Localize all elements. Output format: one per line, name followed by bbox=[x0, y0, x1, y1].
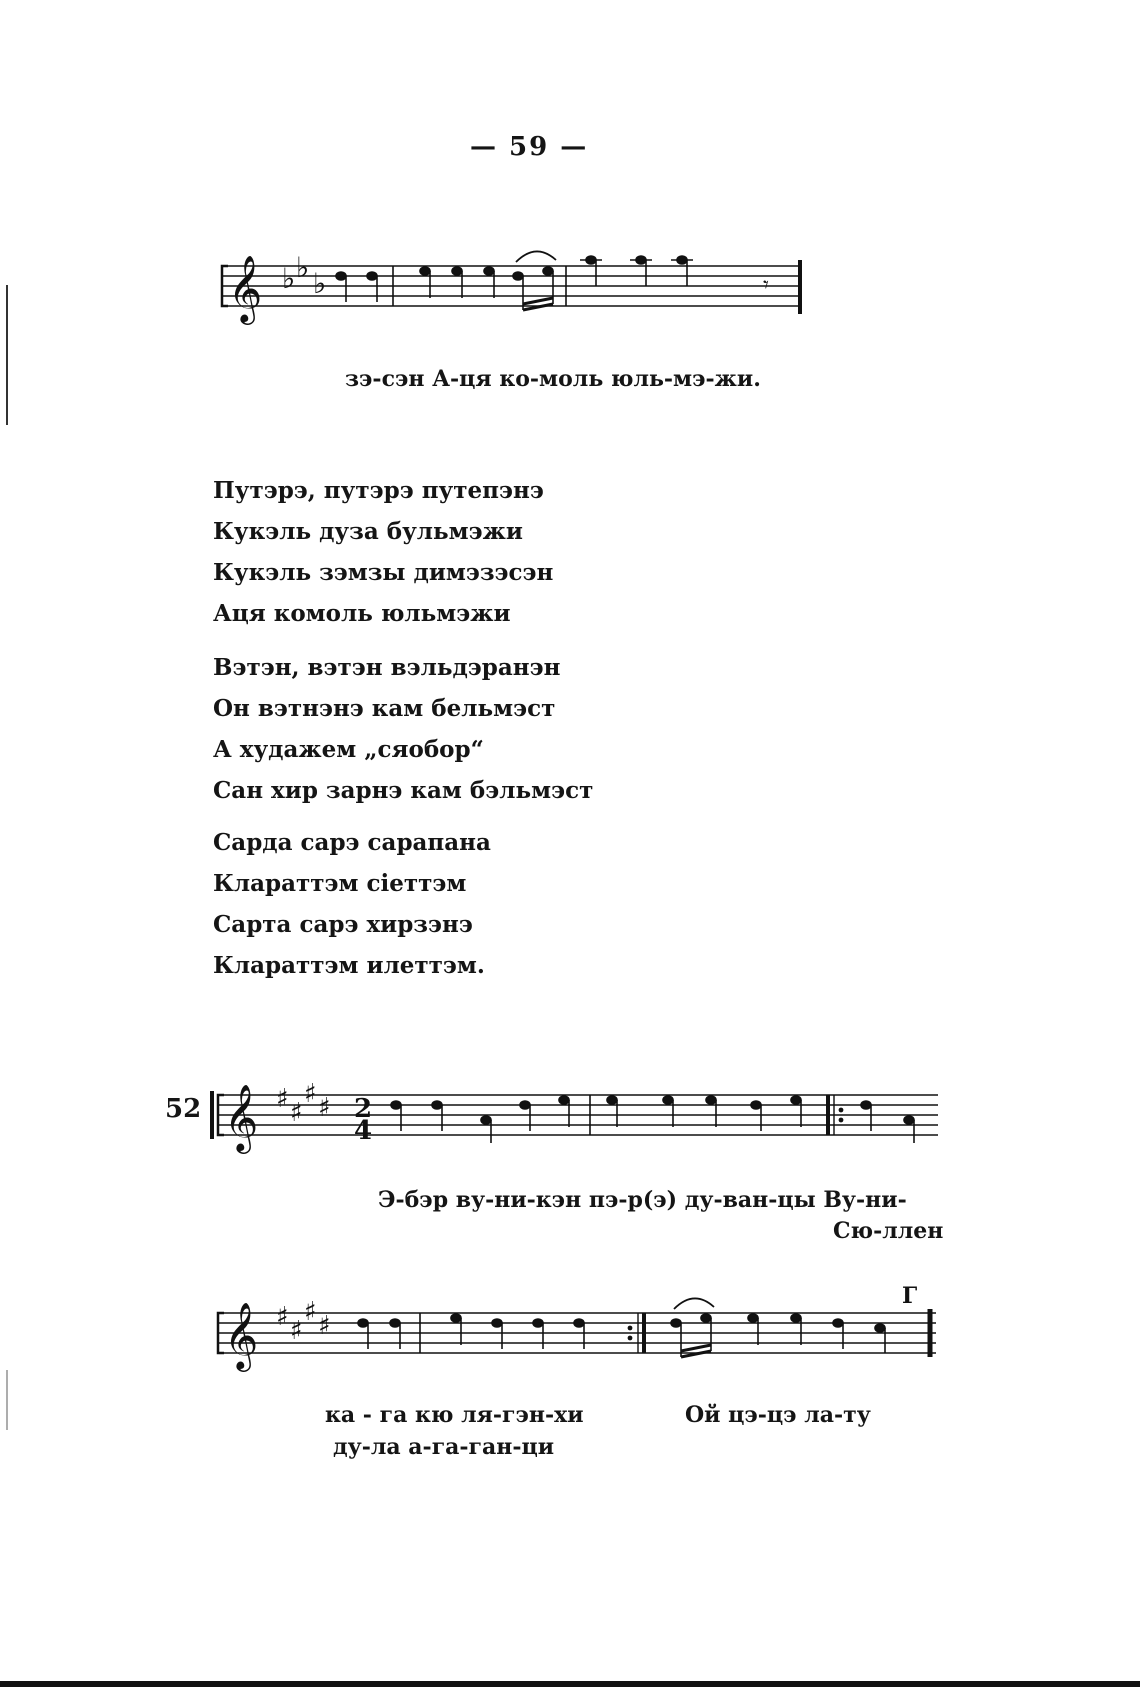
time-signature-bottom: 4 bbox=[354, 1116, 373, 1146]
lyrics-line: Ой цэ-цэ ла-ту bbox=[685, 1402, 871, 1428]
verse-line: Он вэтнэнэ кам бельмэст bbox=[213, 695, 556, 722]
lyrics-line: ка - га кю ля-гэн-хи bbox=[325, 1402, 584, 1428]
staff-3 bbox=[0, 1275, 1140, 1405]
verse-line: Сарта сарэ хирзэнэ bbox=[213, 911, 473, 938]
verse-line: Кукэль дуза бульмэжи bbox=[213, 518, 523, 545]
svg-text:𝄞: 𝄞 bbox=[224, 1083, 259, 1151]
lyrics-line: Э-бэр ву-ни-кэн пэ-р(э) ду-ван-цы Ву-ни- bbox=[378, 1187, 907, 1213]
svg-text:♯: ♯ bbox=[318, 1311, 331, 1341]
verse-line: Клараттэм илеттэм. bbox=[213, 952, 485, 979]
verse-line: Сан хир зарнэ кам бэльмэст bbox=[213, 777, 594, 804]
svg-text:𝄞: 𝄞 bbox=[228, 254, 263, 322]
fermata-mark: Г bbox=[902, 1283, 918, 1309]
svg-text:♯: ♯ bbox=[276, 1084, 289, 1114]
staff-2 bbox=[0, 1055, 1140, 1185]
svg-text:♭: ♭ bbox=[296, 251, 310, 284]
tune-number: 52 bbox=[165, 1094, 202, 1124]
page-number: — 59 — bbox=[470, 132, 589, 162]
verse-line: А худажем „сяобор“ bbox=[213, 736, 484, 763]
svg-text:♯: ♯ bbox=[304, 1079, 317, 1109]
svg-text:♯: ♯ bbox=[276, 1302, 289, 1332]
verse-1 bbox=[213, 470, 553, 634]
verse-line: Аця комоль юльмэжи bbox=[213, 600, 511, 627]
verse-2 bbox=[213, 647, 593, 811]
time-signature-top: 2 bbox=[354, 1094, 373, 1124]
verse-line: Клараттэм сiеттэм bbox=[213, 870, 467, 897]
svg-text:♯: ♯ bbox=[318, 1093, 331, 1123]
svg-text:♯: ♯ bbox=[290, 1316, 303, 1346]
svg-text:♭: ♭ bbox=[282, 262, 296, 295]
verse-line: Сарда сарэ сарапана bbox=[213, 829, 491, 856]
verse-line: Путэрэ, путэрэ путепэнэ bbox=[213, 477, 544, 504]
svg-text:♯: ♯ bbox=[290, 1098, 303, 1128]
verse-line: Кукэль зэмзы димэзэсэн bbox=[213, 559, 554, 586]
verse-3 bbox=[213, 822, 491, 986]
svg-text:♯: ♯ bbox=[304, 1297, 317, 1327]
lyrics-line: зэ-сэн А-ця ко-моль юль-мэ-жи. bbox=[345, 366, 761, 392]
svg-text:♭: ♭ bbox=[313, 267, 327, 300]
verse-line: Вэтэн, вэтэн вэльдэранэн bbox=[213, 654, 561, 681]
lyrics-line: Сю-ллен bbox=[833, 1218, 944, 1244]
svg-text:𝄾: 𝄾 bbox=[763, 273, 769, 298]
svg-text:𝄞: 𝄞 bbox=[224, 1301, 259, 1369]
lyrics-line: ду-ла а-га-ган-ци bbox=[333, 1434, 555, 1460]
staff-1 bbox=[0, 230, 1140, 350]
page-edge-rule bbox=[0, 1681, 1140, 1687]
